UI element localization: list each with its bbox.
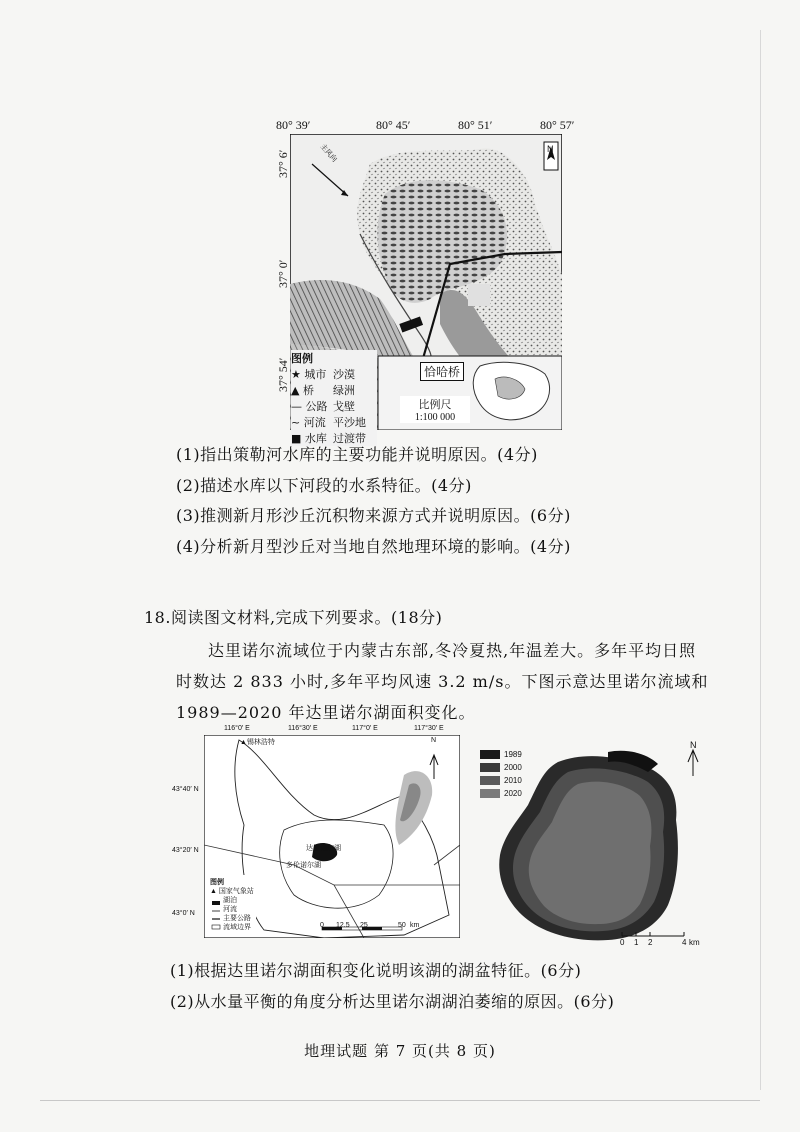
map1-scale-title: 比例尺	[418, 398, 452, 411]
q18-text-line-3: 1989—2020 年达里诺尔湖面积变化。	[176, 703, 476, 722]
map2-lat-1: 43°40′ N	[172, 786, 199, 793]
map2-legend-title: 图例	[210, 879, 224, 886]
map2-legend	[210, 878, 254, 932]
legend-road: — 公路	[291, 400, 328, 413]
lake-scale-1: 1	[634, 938, 639, 947]
lake-year-label: 2000	[504, 763, 522, 772]
page-right-edge	[760, 30, 761, 1090]
map2-legend-road: 主要公路	[223, 915, 251, 922]
lake-year-label: 2010	[504, 776, 522, 785]
legend-river: ~ 河流	[291, 416, 326, 429]
map2-lake-label-2: 多伦诺尔湖	[286, 862, 321, 869]
map2-scale-3: 50	[398, 922, 406, 929]
page-footer: 地理试题 第 7 页(共 8 页)	[304, 1042, 496, 1060]
map2-north-icon: N	[431, 737, 437, 744]
map2-scale-unit: km	[410, 922, 420, 929]
legend-gobi: 戈壁	[333, 400, 355, 413]
lake-year-label: 1989	[504, 750, 522, 759]
lake-north-icon: N	[690, 740, 697, 750]
map2-lon-2: 116°30′ E	[288, 725, 318, 732]
q18-text-line-1: 达里诺尔流域位于内蒙古东部,冬冷夏热,年温差大。多年平均日照	[208, 641, 697, 660]
lake-scale-2: 2	[648, 938, 653, 947]
map2-lon-1: 116°0′ E	[224, 725, 250, 732]
page-bottom-rule	[40, 1100, 760, 1101]
map1-lat-3: 37° 54′	[276, 357, 290, 392]
map1-lon-4: 80° 57′	[540, 118, 575, 132]
lake-year-label: 2020	[504, 789, 522, 798]
q17-item-4: (4)分析新月型沙丘对当地自然地理环境的影响。(4分)	[176, 537, 571, 556]
map2-station-label: ▲锡林浩特	[240, 739, 275, 746]
legend-sandland: 平沙地	[333, 416, 366, 429]
map2-legend-boundary: 流域边界	[223, 924, 251, 931]
map2-scale-1: 12.5	[336, 922, 350, 929]
map1-legend-title: 图例	[291, 352, 313, 365]
legend-city: ★ 城市	[291, 368, 327, 381]
legend-desert: 沙漠	[333, 368, 355, 381]
map1-north-icon: N	[547, 144, 554, 154]
map2-lake-label-1: 达里诺尔湖	[306, 845, 341, 852]
map2-scale-2: 25	[360, 922, 368, 929]
map1-legend	[291, 350, 377, 446]
lake-scale-unit: km	[689, 938, 700, 947]
map1-lon-1: 80° 39′	[276, 118, 311, 132]
map1-lon-2: 80° 45′	[376, 118, 411, 132]
map2-lat-3: 43°0′ N	[172, 910, 195, 917]
q18-text-line-2: 时数达 2 833 小时,多年平均风速 3.2 m/s。下图示意达里诺尔流域和	[176, 672, 709, 691]
legend-bridge: ▲ 桥	[291, 384, 314, 397]
map2-lon-4: 117°30′ E	[414, 725, 444, 732]
map2-lat-2: 43°20′ N	[172, 847, 199, 854]
q17-item-2: (2)描述水库以下河段的水系特征。(4分)	[176, 476, 472, 495]
map2-lon-3: 117°0′ E	[352, 725, 378, 732]
legend-transition: 过渡带	[333, 432, 366, 445]
lake-svg	[488, 740, 710, 950]
q17-item-1: (1)指出策勒河水库的主要功能并说明原因。(4分)	[176, 445, 538, 464]
map2-legend-station: ▲ 国家气象站	[210, 888, 254, 895]
q17-item-3: (3)推测新月形沙丘沉积物来源方式并说明原因。(6分)	[176, 506, 571, 525]
map1-scale-value: 1:100 000	[414, 412, 456, 423]
map1-lat-2: 37° 0′	[276, 259, 290, 288]
map1-wind-label: 主风向	[318, 143, 338, 164]
map1-lat-1: 37° 6′	[276, 149, 290, 178]
legend-reservoir: ■ 水库	[291, 432, 327, 445]
legend-oasis: 绿洲	[333, 384, 355, 397]
lake-scale-0: 0	[620, 938, 625, 947]
q18-item-1: (1)根据达里诺尔湖面积变化说明该湖的湖盆特征。(6分)	[170, 961, 582, 980]
map2-legend-river: 河流	[223, 906, 237, 913]
map2-scale-0: 0	[320, 922, 324, 929]
q18-heading: 18.阅读图文材料,完成下列要求。(18分)	[144, 608, 443, 627]
lake-scale-4: 4	[682, 938, 687, 947]
q18-item-2: (2)从水量平衡的角度分析达里诺尔湖湖泊萎缩的原因。(6分)	[170, 992, 615, 1011]
map1-bridge-label: 恰哈桥	[420, 362, 464, 381]
map2-legend-lake: 湖泊	[223, 897, 237, 904]
map1-scale	[400, 396, 470, 423]
map1-lon-3: 80° 51′	[458, 118, 493, 132]
